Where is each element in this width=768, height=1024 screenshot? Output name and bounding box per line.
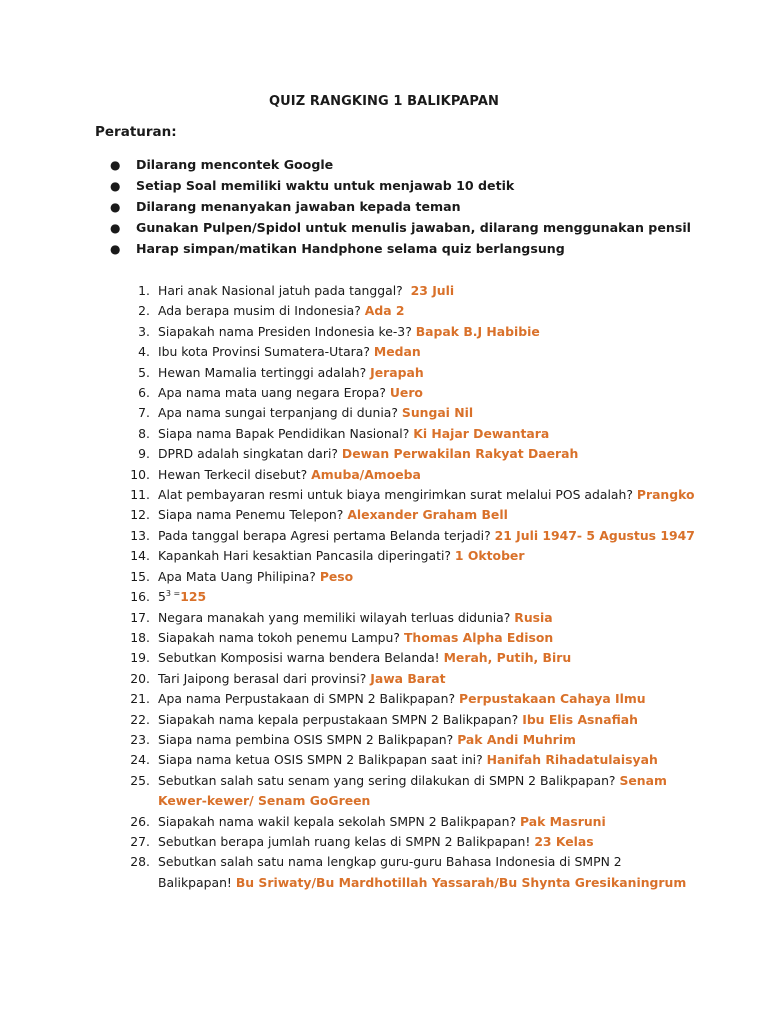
question-item [120,669,690,689]
rules-list [110,156,691,261]
question-text: Pada tanggal berapa Agresi pertama Belanda terjadi? [158,527,491,543]
rule-item [110,156,691,177]
question-number: 9. [138,446,150,462]
question-item [120,750,690,770]
bullet-icon: ● [110,158,121,172]
question-item [120,812,690,832]
rule-item [110,240,691,261]
answer-text: Sungai Nil [401,405,474,421]
question-item [120,342,690,362]
question-number: 19. [130,650,150,666]
rule-text: Dilarang mencontek Google [136,157,334,172]
question-item [120,710,690,730]
question-number: 10. [130,466,150,482]
questions-list [120,281,695,893]
question-text: Siapakah nama kepala perpustakaan SMPN 2 Balikpapan? [158,711,519,727]
answer-text: Ibu Elis Asnafiah [522,711,638,727]
question-number: 18. [130,629,150,645]
question-text: Siapa nama Bapak Pendidikan Nasional? [158,425,410,441]
bullet-icon: ● [110,242,121,256]
question-number: 8. [138,425,150,441]
rule-text: Setiap Soal memiliki waktu untuk menjawab 10 detik [136,178,515,193]
question-item [120,383,690,403]
question-text: Hewan Mamalia tertinggi adalah? [158,364,367,380]
answer-text: Thomas Alpha Edison [403,629,554,645]
question-number: 24. [130,752,150,768]
question-number: 2. [138,303,150,319]
question-number: 5. [138,364,150,380]
question-text: DPRD adalah singkatan dari? [158,446,338,462]
answer-text: Bu Sriwaty/Bu Mardhotillah Yassarah/Bu Shynta Gresikaningrum [235,874,687,890]
question-text: Apa nama mata uang negara Eropa? [158,385,386,401]
question-base: 5 [158,589,166,605]
question-text: Kapankah Hari kesaktian Pancasila diperingati? [158,548,451,564]
question-item [120,771,690,812]
question-text: Sebutkan salah satu senam yang sering dilakukan di SMPN 2 Balikpapan? [158,772,616,788]
question-text: Apa Mata Uang Philipina? [158,568,316,584]
question-item [120,628,690,648]
question-item [120,444,690,464]
document-title: QUIZ RANGKING 1 BALIKPAPAN [268,94,499,109]
answer-text: Medan [373,344,421,360]
question-text: Siapa nama pembina OSIS SMPN 2 Balikpapan? [158,731,454,747]
question-item [120,546,690,566]
question-item [120,832,690,852]
answer-text: Ki Hajar Dewantara [413,425,550,441]
question-item [120,485,695,505]
question-item [120,322,690,342]
question-item [120,281,690,301]
question-number: 3. [138,323,150,339]
question-text: Apa nama sungai terpanjang di dunia? [158,405,398,421]
question-text: Siapa nama Penemu Telepon? [158,507,344,523]
answer-text: Amuba/Amoeba [311,466,421,482]
question-text: Tari Jaipong berasal dari provinsi? [158,670,367,686]
answer-text: Hanifah Rihadatulaisyah [486,752,658,768]
question-item [120,648,690,668]
question-item [120,730,690,750]
question-text: Alat pembayaran resmi untuk biaya mengirimkan surat melalui POS adalah? [158,487,633,503]
question-number: 16. [130,589,150,605]
question-text: Hari anak Nasional jatuh pada tanggal? [158,283,403,298]
answer-text: Dewan Perwakilan Rakyat Daerah [341,446,579,462]
question-number: 15. [130,568,150,584]
question-text: Siapakah nama tokoh penemu Lampu? [158,629,400,645]
question-item [120,424,690,444]
rule-item [110,177,691,198]
question-text: Siapakah nama Presiden Indonesia ke-3? [158,323,412,339]
answer-text: 125 [180,589,207,605]
question-number: 25. [130,772,150,788]
answer-text: Pak Masruni [520,813,606,829]
question-text: Siapa nama ketua OSIS SMPN 2 Balikpapan saat ini? [158,752,483,768]
bullet-icon: ● [110,221,121,235]
question-number: 14. [130,548,150,564]
answer-text: 21 Juli 1947- 5 Agustus 1947 [494,527,695,543]
answer-text: Peso [319,568,354,584]
question-number: 13. [130,527,150,543]
answer-text: 23 Kelas [534,833,594,849]
question-number: 4. [138,344,150,360]
question-text: Negara manakah yang memiliki wilayah terluas didunia? [158,609,511,625]
answer-text: Jawa Barat [370,670,446,686]
answer-text: 1 Oktober [454,548,525,564]
question-item [120,587,690,607]
question-item [120,465,690,485]
question-number: 26. [130,813,150,829]
question-item [120,526,695,546]
question-number: 27. [130,833,150,849]
question-text: Sebutkan berapa jumlah ruang kelas di SMPN 2 Balikpapan! [158,833,531,849]
question-number: 1. [138,283,150,298]
question-number: 23. [130,731,150,747]
answer-text: Pak Andi Muhrim [457,731,576,747]
answer-text: Bapak B.J Habibie [415,323,540,339]
question-number: 20. [130,670,150,686]
rule-text: Dilarang menanyakan jawaban kepada teman [136,199,461,214]
question-item [120,403,690,423]
question-item [120,852,690,893]
question-text: Hewan Terkecil disebut? [158,466,308,482]
question-item [120,363,690,383]
question-number: 7. [138,405,150,421]
answer-text: Alexander Graham Bell [347,507,508,523]
answer-text: Perpustakaan Cahaya Ilmu [458,691,646,707]
rule-text: Gunakan Pulpen/Spidol untuk menulis jawaban, dilarang menggunakan pensil [136,220,691,235]
question-item [120,567,690,587]
question-text: Sebutkan salah satu nama lengkap guru-guru Bahasa Indonesia di SMPN 2 Balikpapan! [158,854,622,890]
answer-text: Jerapah [370,364,424,380]
rule-item [110,219,691,240]
question-item [120,301,690,321]
answer-text: 23 Juli [410,283,455,298]
question-item [120,505,690,525]
answer-text: Uero [389,385,423,401]
question-number: 21. [130,691,150,707]
question-number: 22. [130,711,150,727]
answer-text: Rusia [514,609,553,625]
answer-text: Senam Kewer-kewer/ Senam GoGreen [158,772,667,809]
question-text: Apa nama Perpustakaan di SMPN 2 Balikpapan? [158,691,456,707]
answer-text: Merah, Putih, Biru [443,650,572,666]
bullet-icon: ● [110,179,121,193]
question-exponent: 3 = [165,588,181,598]
question-text: Siapakah nama wakil kepala sekolah SMPN 2 Balikpapan? [158,813,517,829]
question-number: 6. [138,385,150,401]
question-item [120,689,690,709]
question-number: 11. [130,487,150,503]
question-number: 17. [130,609,150,625]
question-text: Sebutkan Komposisi warna bendera Belanda! [158,650,440,666]
question-number: 12. [130,507,150,523]
answer-text: Prangko [636,487,695,503]
question-text: Ibu kota Provinsi Sumatera-Utara? [158,344,370,360]
question-number: 28. [130,854,150,870]
question-item [120,608,690,628]
rule-item [110,198,691,219]
rule-text: Harap simpan/matikan Handphone selama quiz berlangsung [136,241,565,256]
answer-text: Ada 2 [364,303,405,319]
question-text: Ada berapa musim di Indonesia? [158,303,361,319]
bullet-icon: ● [110,200,121,214]
rules-heading: Peraturan: [95,124,177,140]
